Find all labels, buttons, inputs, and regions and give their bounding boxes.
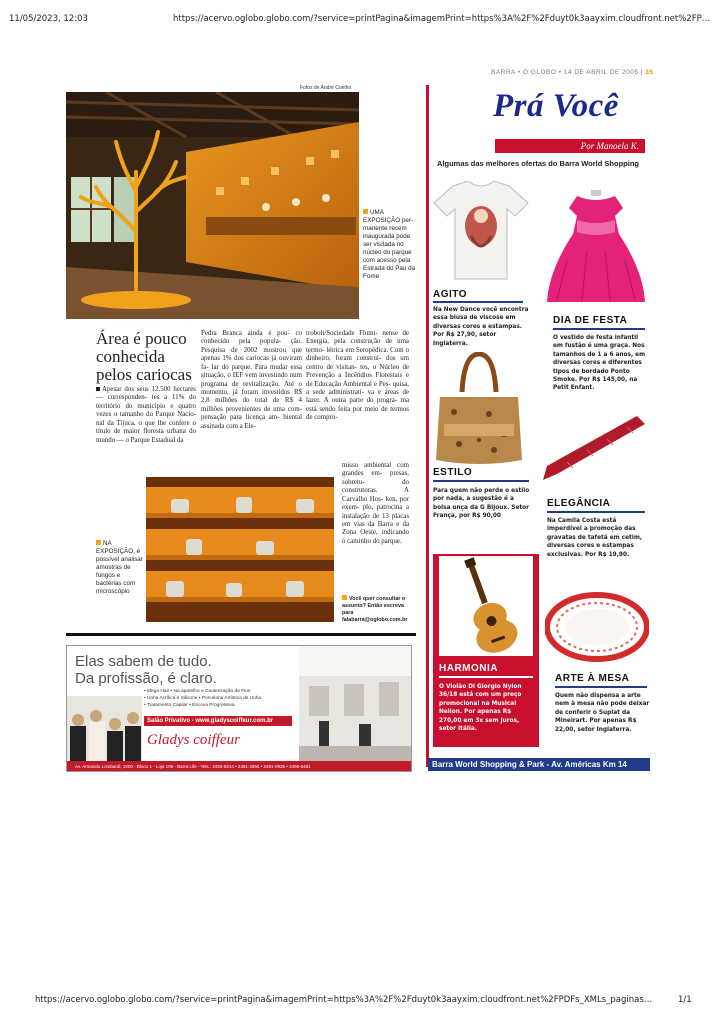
ad-service-item: • Tratamento Capilar • Escova Progressiva	[144, 703, 235, 709]
contact-box	[342, 595, 412, 624]
page-folio	[491, 69, 654, 76]
agito-rule	[433, 301, 523, 303]
elegancia-rule	[547, 511, 645, 513]
caption-marker-icon	[363, 209, 368, 214]
page-number: 35	[645, 69, 654, 76]
ad-promo-bar[interactable]: Salão Privativo - www.gladyscoiffeur.com.br	[144, 716, 292, 726]
print-url-top[interactable]: https://acervo.oglobo.globo.com/?service=printPagina&imagemPrint=https%3A%2F%2Fduyt0k3aayxim.cloudfront.net%2FP…	[173, 14, 711, 24]
ad-service-item: • Mega Hair • Na aparelho e Cauterização de Fios	[144, 689, 251, 694]
estilo-rule	[433, 480, 529, 482]
shopping-banner: Barra World Shopping & Park - Av. Américas Km 14	[428, 758, 650, 771]
salon-ad[interactable]	[66, 645, 412, 772]
print-page-count: 1/1	[678, 995, 692, 1005]
elegancia-text: Na Camila Costa está imperdível a promoção das gravatas de tafetá em cetim, diversas cores e estampas exclusivas. Por R$ 19,90.	[547, 518, 643, 558]
article-col-3a: trobolt/Sociedade Flumi- nense de Energia, pela construção de uma termo- létrica em Seropédica. Com o dinheiro, foram construí- dos um centro de visitan- tes, o Núcleo de Prevenção a Incêndios Florestais e de Educação Ambiental e Pes- quisa, a sede administrati- va e áreas de lazer. A outra parte do progra- ma está sendo feita por meio de termos de compro-	[306, 330, 409, 422]
mesa-title: ARTE À MESA	[555, 673, 630, 684]
caption-marker-icon	[96, 540, 101, 545]
caption-exhibition-text: UMA EXPOSIÇÃO per- manente recém inaugurada pode ser visitada no núcleo do parque com acesso pela Estrada do Pau da Fome	[363, 209, 416, 281]
ad-services	[144, 688, 324, 710]
ad-service-item: • Unha Acrílica e Silicone • Porcelana Artística de Unha	[144, 696, 262, 702]
folio-text: BARRA • O GLOBO • 14 DE ABRIL DE 2005 |	[491, 69, 643, 76]
print-datetime: 11/05/2023, 12:03	[9, 14, 88, 24]
section-intro: Algumas das melhores ofertas do Barra World Shopping	[437, 159, 639, 168]
caption-microscope-text: NA EXPOSIÇÃO, é possível analisar amostras de fungos e bactérias com microscópio	[96, 540, 143, 596]
agito-title: AGITO	[433, 289, 467, 300]
section-divider	[66, 633, 416, 636]
festa-title: DIA DE FESTA	[553, 315, 628, 326]
harmonia-title: HARMONIA	[439, 663, 498, 674]
handbag-image	[434, 352, 524, 468]
byline: Por Manoela K.	[495, 139, 645, 153]
tie-image	[537, 412, 647, 482]
caption-microscope	[96, 540, 146, 596]
pink-dress-image	[547, 190, 645, 306]
caption-exhibition	[363, 209, 417, 281]
microscope-photo-art	[146, 477, 334, 622]
contact-marker-icon	[342, 595, 347, 600]
article-headline: Área é pouco conhecida pelos cariocas	[96, 329, 192, 384]
article-col-3b: misso ambiental com grandes em- presas, sobretu- do construtoras. A Carvalho Hos- ken, por exem- plo, patrocina a instalação de 13 placas em vias da Barra e da Zona Oeste, indicando o caminho do parque.	[342, 462, 409, 545]
article-col-1	[96, 386, 196, 445]
article-col-2: Pedra Branca ainda é pou- co conhecido pela popula- ção. Pesquisa de 2002 mostrou que apenas 1% dos cariocas já ouviram fa- lar do parque. Para mudar essa situação, o IEF vem investindo num programa de revitalização. Até o momento, já foram investidos R$ 2,8 milhões do total de R$ 4 milhões provenientes de uma com- pensação para licença am- biental assinada com a Ele-	[201, 330, 302, 430]
estilo-title: ESTILO	[433, 467, 473, 478]
tshirt-image	[433, 181, 529, 281]
ad-team-photo	[67, 696, 142, 766]
festa-rule	[553, 328, 645, 330]
guitar-image	[439, 556, 533, 656]
ad-title-2: Da profissão, é claro.	[75, 670, 217, 687]
harmonia-box	[433, 554, 539, 747]
ad-salon-photo	[299, 646, 412, 761]
exhibition-photo-art	[66, 92, 359, 319]
harmonia-text: O Violão Di Giorgio Nylon 36/18 está com um preço promocional na Musical Nelion. Por apenas R$ 270,00 em 3x sem juros, setor Itália.	[439, 684, 522, 732]
agito-text: Na New Dance você encontra essa blusa de viscose em diversas cores e estampas. Por R$ 27,90, setor Inglaterra.	[433, 307, 529, 347]
ad-footer: Av. Armando Lombardi, 1000 - Bloco 1 - Loja 108 - Barra Life - Tels.: 2493-9214 • 2491-2565 • 2491-0935 • 2495-6481	[67, 761, 412, 772]
harmonia-rule	[439, 676, 533, 678]
photo-credit: Fotos de André Coelho	[300, 85, 352, 91]
contact-text[interactable]: Você quer consultar o assunto? Então escreva para falabarra@oglobo.com.br	[342, 596, 408, 623]
exhibition-photo	[66, 92, 359, 319]
estilo-text: Para quem não perde o estilo por nada, a sugestão é a bolsa onça da G Bijoux. Setor França, por R$ 90,00	[433, 488, 530, 520]
article-col-1-text: Apesar dos seus 12.500 hectares — corresponden- tes a 11% do território do município e quatro vezes o tamanho do Parque Nacio- nal da Tijuca, o que lhe confere o título de maior floresta urbana do mundo — o Parque Estadual da	[96, 386, 196, 444]
plate-image	[545, 592, 649, 662]
section-brand: Prá Você	[493, 88, 619, 124]
bullet-icon	[96, 387, 100, 391]
microscope-photo	[146, 477, 334, 622]
elegancia-title: ELEGÂNCIA	[547, 498, 611, 509]
ad-logo: Gladys coiffeur	[147, 732, 240, 748]
ad-title-1: Elas sabem de tudo.	[75, 653, 212, 670]
festa-text: O vestido de festa infantil em fustão é uma graça. Nos tamanhos de 1 a 6 anos, em diversas cores e diferentes tipos de bordado Ponto Smoke. Por R$ 145,00, na Petit Enfant.	[553, 335, 646, 392]
print-url-bottom[interactable]: https://acervo.oglobo.globo.com/?service=printPagina&imagemPrint=https%3A%2F%2Fduyt0k3aayxim.cloudfront.net%2FPDFs_XMLs_paginas…	[35, 995, 653, 1005]
mesa-rule	[555, 686, 647, 688]
mesa-text: Quem não dispensa a arte nem à mesa não pode deixar de conferir o Suplat da Mineirart. Por apenas R$ 22,00, setor Inglaterra.	[555, 693, 650, 733]
page-divider	[426, 85, 429, 767]
